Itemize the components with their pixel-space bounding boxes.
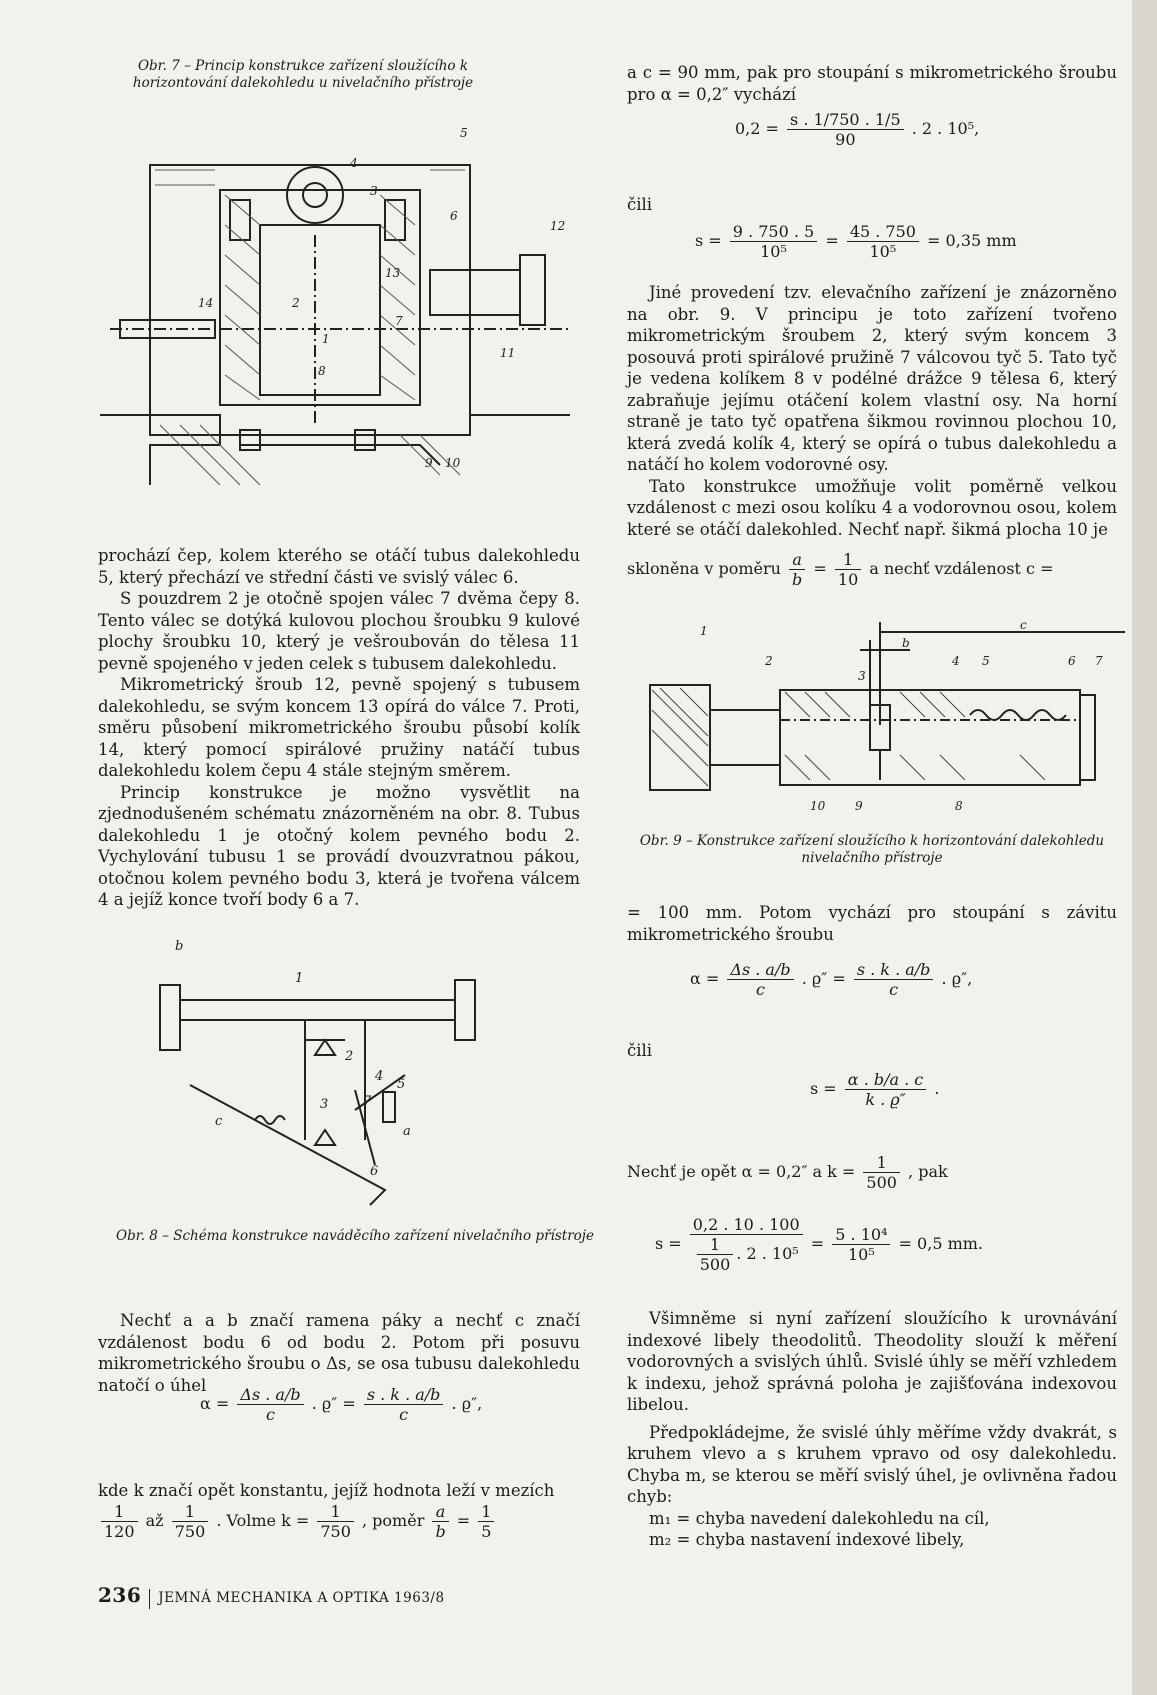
right-text-3 [627,902,1117,945]
fig7-drawing [100,95,580,495]
journal-name: JEMNÁ MECHANIKA A OPTIKA 1963/8 [158,1590,445,1606]
fig7-label: 1 [322,332,330,346]
right-text-2 [627,282,1117,540]
equation-5: skloněna v poměru $\frac{a}{b}$ = $\frac{1}{10}$ a nechť vzdálenost c = [627,550,1054,589]
fig9-label: 3 [858,669,866,683]
fig9-label: 4 [952,654,960,668]
fig8-label: c [215,1114,223,1129]
left-text-1 [98,545,580,911]
fig7-label: 4 [350,156,358,170]
fig7-caption: Obr. 7 – Princip konstrukce zařízení sloužícího k horizontování dalekohledu u nivelačního přístroje [132,58,474,91]
fig9-label: 7 [1095,654,1103,668]
paragraph: Všimněme si nyní zařízení sloužícího k urovnávání indexové libely theodolitů. Theodolity slouží k měření vodorovných a svislých úhlů. Svislé úhly se měří vzhledem k indexu, jehož správná poloha je zajišťována indexovou libelou. [627,1309,1117,1414]
left-text-3 [98,1480,580,1502]
paragraph: Předpokládejme, že svislé úhly měříme vždy dvakrát, s kruhem vlevo a s kruhem vpravo od osy dalekohledu. Chyba m, se kterou se měří svislý úhel, je ovlivněna řadou chyb: [627,1422,1117,1506]
fig9-label: c [1020,620,1027,632]
figure-8 [145,940,525,1210]
paragraph: Princip konstrukce je možno vysvětlit na zjednodušeném schématu znázorněném na obr. 8. Tubus dalekohledu 1 je otočný kolem pevného bodu 2. Vychylování tubusu 1 se provádí dvouzvratnou pákou, otočnou kolem pevného bodu 3, která je tvořena válcem 4 a jejíž konce tvoří body 6 a 7. [98,782,580,909]
fig7-label: 11 [500,346,516,360]
fig7-label: 12 [550,219,566,233]
fig8-label: 3 [320,1097,329,1112]
fig8-label: 2 [345,1049,354,1064]
equation-7: s = $\frac{\alpha . b/a . c}{k . ϱ''}$ . [810,1070,940,1109]
equation-1: α = $\frac{\Delta s . a/b}{c}$ . ϱ″ = $\frac{s . k . a/b}{c}$ . ϱ″, [200,1385,483,1424]
figure-7 [100,95,580,495]
equation-8: s = 0,2 . 10 . 100 $\frac{1}{500}$ . 2 . 10⁵ = $\frac{\text{5 . 10⁴}}{\text{10⁵}}$ = 0,5 mm. [655,1215,984,1274]
right-text-1 [627,62,1117,105]
fig7-label: 5 [460,126,468,140]
fig7-label: 3 [370,184,378,198]
fig7-label: 7 [395,314,403,328]
page-edge [1132,0,1157,1695]
fig9-label: 8 [955,799,963,813]
paragraph: a c = 90 mm, pak pro stoupání s mikrometrického šroubu pro α = 0,2″ vychází [627,63,1117,104]
fig7-label: 2 [292,296,300,310]
paragraph: Nechť a a b značí ramena páky a nechť c značí vzdálenost bodu 6 od bodu 2. Potom při posuvu mikrometrického šroubu o Δs, se osa tubusu dalekohledu natočí o úhel [98,1311,580,1395]
fig9-drawing [640,620,1130,820]
fig8-label: 7 [363,1094,372,1109]
right-text-4 [627,1308,1117,1551]
list-item: m₂ = chyba nastavení indexové libely, [649,1530,965,1549]
fig9-label: 1 [700,624,708,638]
fig7-label: 6 [450,209,458,223]
equation-4: s = $\frac{9 . 750 . 5}{\text{10⁵}}$ = $\frac{45 . 750}{\text{10⁵}}$ = 0,35 mm [695,222,1017,261]
paragraph: S pouzdrem 2 je otočně spojen válec 7 dvěma čepy 8. Tento válec se dotýká kulovou plochou šroubku 9 kulové plochy šroubku 10, který je vešroubován do tělesa 11 pevně spojeného v jeden celek s tubusem dalekohledu. [98,589,580,673]
fig7-label: 8 [318,364,326,378]
equation-3: 0,2 = $\frac{s . 1/750 . 1/5}{90}$ . 2 . 10⁵, [735,110,980,149]
paragraph-k: Nechť je opět α = 0,2″ a k = $\frac{1}{500}$ , pak [627,1153,948,1192]
fig7-label: 9 [425,456,433,470]
fig9-label: b [902,636,910,650]
cili-2: čili [627,1041,653,1060]
figure-9 [640,620,1130,820]
page-number: 236 [98,1583,142,1607]
equation-2: $\frac{1}{120}$ až $\frac{1}{750}$ . Volme k = $\frac{1}{750}$ , poměr $\frac{a}{b}$ = $\frac{1}{5}$ [98,1502,497,1541]
fig9-label: 2 [765,654,773,668]
fig9-label: 9 [855,799,863,813]
page-footer [98,1583,445,1609]
fig7-label: 14 [198,296,214,310]
equation-6: α = $\frac{\Delta s . a/b}{c}$ . ϱ″ = $\frac{s . k . a/b}{c}$ . ϱ″, [690,960,973,999]
fig8-label: 4 [375,1069,384,1084]
paragraph: prochází čep, kolem kterého se otáčí tubus dalekohledu 5, který přechází ve střední části ve svislý válec 6. [98,546,580,587]
fig9-label: 6 [1068,654,1076,668]
fig7-label: 10 [445,456,461,470]
cili-1: čili [627,195,653,214]
paragraph: Tato konstrukce umožňuje volit poměrně velkou vzdálenost c mezi osou kolíku 4 a vodorovnou osou, kolem které se otáčí dalekohled. Nechť např. šikmá plocha 10 je [627,476,1117,539]
fig9-label: 10 [810,799,826,813]
fig8-drawing [145,940,525,1210]
fig8-label: b [175,940,184,954]
fig8-label: 5 [397,1077,406,1092]
fig9-label: 5 [982,654,990,668]
fig8-label: 6 [370,1164,379,1179]
fig8-label: a [403,1124,411,1139]
left-text-2 [98,1310,580,1396]
paragraph: kde k značí opět konstantu, jejíž hodnota leží v mezích [98,1481,555,1500]
paragraph: Mikrometrický šroub 12, pevně spojený s tubusem dalekohledu, se svým koncem 13 opírá do válce 7. Proti, směru působení mikrometrického šroubu působí kolík 14, který pomocí spirálové pružiny natáčí tubus dalekohledu kolem čepu 4 stále stejným směrem. [98,675,580,780]
fig8-label: 1 [295,971,304,986]
list-item: m₁ = chyba navedení dalekohledu na cíl, [649,1508,990,1528]
fig9-caption: Obr. 9 – Konstrukce zařízení sloužícího k horizontování dalekohledu nivelačního přístroje [639,833,1105,866]
fig8-caption: Obr. 8 – Schéma konstrukce naváděcího zařízení nivelačního přístroje [116,1228,594,1244]
paragraph: Jiné provedení tzv. elevačního zařízení je znázorněno na obr. 9. V principu je toto zařízení tvořeno mikrometrickým šroubem 2, který svým koncem 3 posouvá proti spirálové pružině 7 válcovou tyč 5. Tato tyč je vedena kolíkem 8 v podélné drážce 9 tělesa 6, který zabraňuje jejímu otáčení kolem vlastní osy. Na horní straně je tato tyč opatřena šikmou rovinnou plochou 10, která zvedá kolík 4, který se opírá o tubus dalekohledu a natáčí ho kolem vodorovné osy. [627,283,1117,474]
paragraph: = 100 mm. Potom vychází pro stoupání s závitu mikrometrického šroubu [627,903,1117,944]
fig7-label: 13 [385,266,401,280]
